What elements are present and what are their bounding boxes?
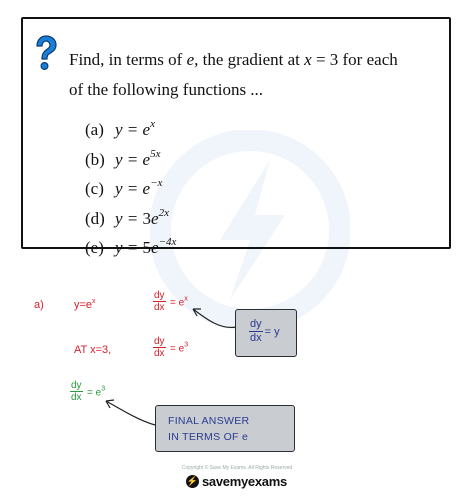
note-dydx-equals-y: $\frac{dy}{dx}$ = y (235, 309, 297, 357)
question-part-base: e (151, 208, 159, 228)
question-part-lhs: y = (115, 179, 143, 198)
solution-derivative: $\frac{dy}{dx}$ = $e^x$ (154, 290, 188, 313)
arrow-note2-head (106, 400, 114, 408)
question-part-base: e (142, 179, 151, 198)
savemyexams-bolt-icon: ⚡ (186, 475, 199, 486)
question-part-item (85, 145, 176, 175)
question-part-item (85, 233, 176, 263)
question-part-lhs: y = (115, 149, 143, 169)
question-part-lhs: y = (115, 208, 143, 228)
savemyexams-logo: ⚡ savemyexams (186, 473, 287, 489)
question-part-label: (d) (85, 208, 105, 228)
question-part-label: (b) (85, 149, 105, 169)
question-part-exponent: 5x (150, 147, 161, 160)
question-part-label: (e) (85, 238, 104, 257)
question-part-exponent: 2x (158, 206, 169, 219)
question-part-lhs: y = (115, 120, 143, 139)
question-line-2: of the following functions ... (69, 80, 264, 99)
solution-at-x3-label: AT x=3, (74, 344, 112, 356)
question-part-exponent: x (150, 118, 155, 130)
question-part-label: (c) (85, 179, 104, 198)
solution-part-label: a) (34, 299, 44, 311)
question-line-1: Find, in terms of e, the gradient at x = 3 for each (69, 50, 398, 69)
question-part-coef: 3 (142, 208, 152, 228)
question-part-coef: 5 (142, 238, 152, 257)
question-mark-icon (33, 35, 59, 71)
question-part-base: e (142, 149, 151, 169)
question-part-exponent: −x (150, 177, 163, 189)
question-text (69, 45, 398, 105)
question-part-base: e (151, 238, 159, 257)
question-part-item (85, 115, 176, 145)
question-parts-list (85, 115, 176, 263)
copyright-text: Copyright © Save My Exams. All Rights Reserved (181, 465, 293, 471)
question-part-item (85, 174, 176, 204)
question-part-base: e (142, 120, 151, 139)
question-part-lhs: y = (115, 238, 143, 257)
question-part-exponent: −4x (158, 236, 177, 248)
solution-given-function: $y=e^x$ (74, 298, 96, 311)
solution-final-answer: $\frac{dy}{dx}$ = $e^3$ (71, 380, 106, 403)
question-part-item (85, 204, 176, 234)
question-part-label: (a) (85, 120, 104, 139)
note-final-answer: FINAL ANSWER IN TERMS OF e (155, 405, 295, 452)
question-box (21, 17, 451, 257)
solution-derivative-at-3: $\frac{dy}{dx}$ = $e^3$ (154, 336, 189, 359)
arrow-note2 (106, 401, 155, 425)
